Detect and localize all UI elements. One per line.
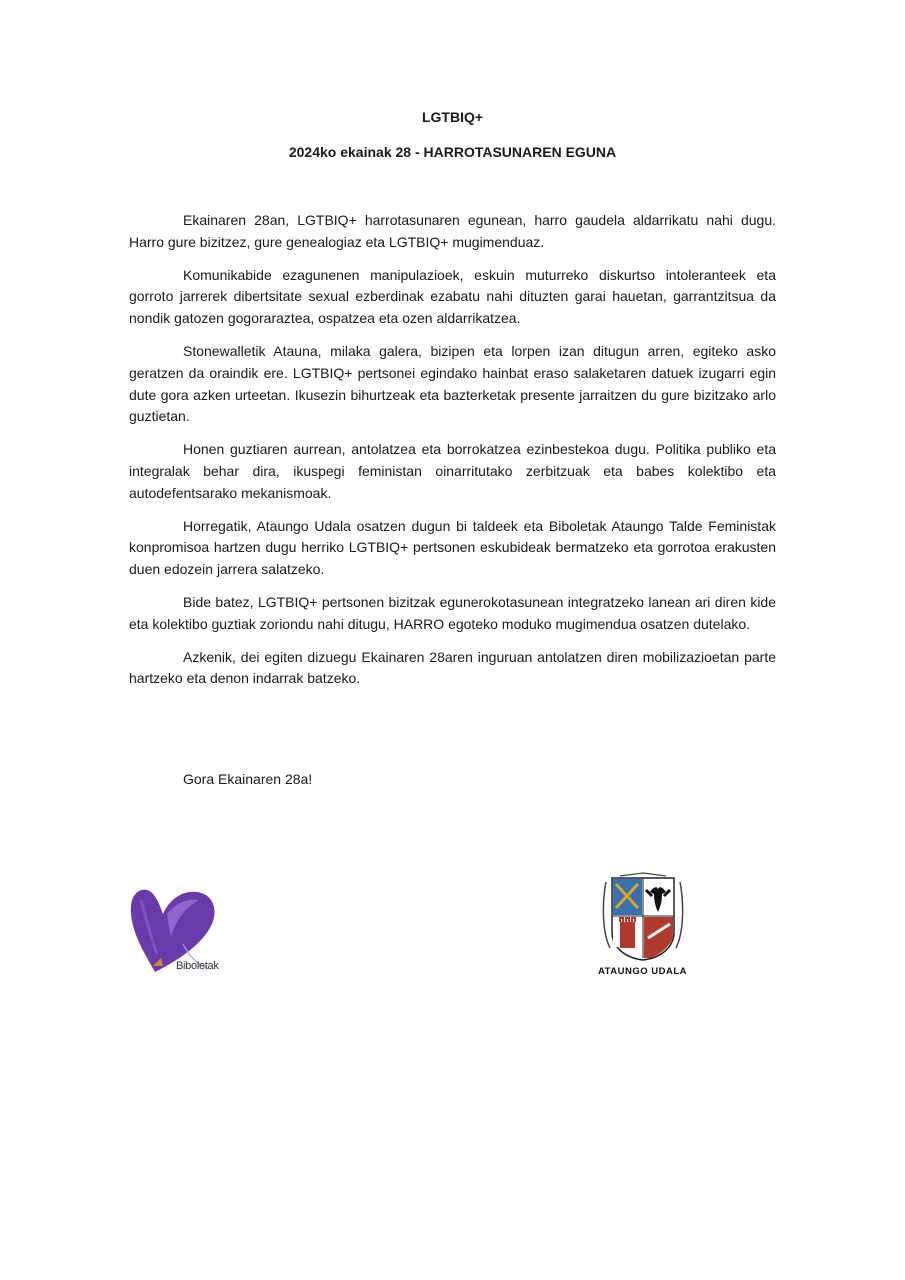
biboletak-logo-text: Biboletak — [176, 960, 219, 972]
document-body — [129, 210, 776, 701]
document-subtitle: 2024ko ekainak 28 - HARROTASUNAREN EGUNA — [288, 144, 617, 160]
ataungo-udala-coat-of-arms — [600, 872, 686, 962]
document-title: LGTBIQ+ — [421, 109, 484, 125]
closing-line: Gora Ekainaren 28a! — [183, 771, 313, 787]
paragraph-5: Horregatik, Ataungo Udala osatzen dugun bi taldeek eta Biboletak Ataungo Talde Feministak konpromisoa hartzen dugu herriko LGTBIQ+ pertsonen eskubideak bermatzeko eta gorrotoa erakusten duen edozein jarrera salatzeko. — [129, 517, 776, 578]
paragraph-2: Komunikabide ezagunenen manipulazioek, eskuin muturreko diskurtso intoleranteek eta gorroto jarrerek dibertsitate sexual ezberdinak ezabatu nahi dituzten garai hauetan, garrantzitsua da nondik gatozen gogoraraztea, ospatzea eta ozen aldarrikatzea. — [129, 266, 776, 327]
paragraph-4: Honen guztiaren aurrean, antolatzea eta borrokatzea ezinbestekoa dugu. Politika publiko eta integralak behar dira, ikuspegi feministan oinarritutako zerbitzuak eta babes kolektibo eta autodefentsarako mekanismoak. — [129, 441, 776, 501]
paragraph-7: Azkenik, dei egiten dizuegu Ekainaren 28aren inguruan antolatzen diren mobilizazioetan parte hartzeko eta denon indarrak batzeko. — [129, 648, 776, 687]
ataungo-udala-logo-text: ATAUNGO UDALA — [598, 966, 687, 977]
paragraph-3: Stonewalletik Atauna, milaka galera, bizipen eta lorpen izan ditugun arren, egiteko asko geratzen da oraindik ere. LGTBIQ+ pertsonei egindako hainbat eraso salaketaren datuek izugarri egin dute gora azken urteetan. Ikusezin bihurtzeak eta bazterketak presente jarraitzen du gure bizitzako arlo guztietan. — [129, 342, 776, 425]
paragraph-6: Bide batez, LGTBIQ+ pertsonen bizitzak egunerokotasunean integratzeko lanean ari diren kide eta kolektibo guztiak zoriondu nahi ditugu, HARRO egoteko moduko mugimendua osatzen dutelako. — [129, 593, 776, 632]
paragraph-1: Ekainaren 28an, LGTBIQ+ harrotasunaren egunean, harro gaudela aldarrikatu nahi dugu. Harro gure bizitzez, gure genealogiaz eta LGTBIQ+ mugimenduaz. — [129, 212, 776, 250]
